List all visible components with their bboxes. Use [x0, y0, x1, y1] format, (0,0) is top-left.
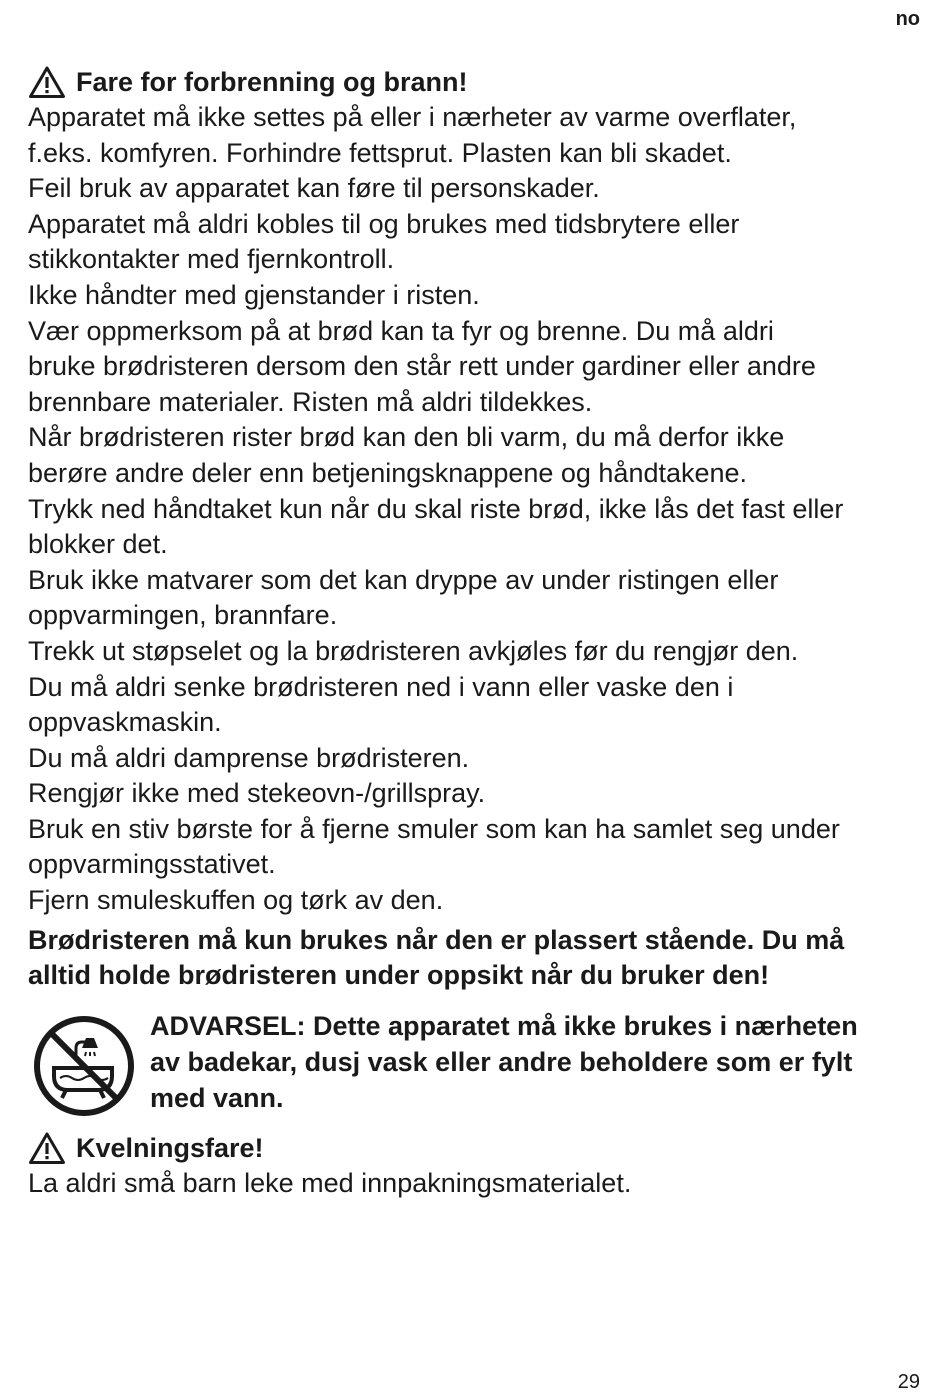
- body-line: berøre andre deler enn betjeningsknappene og håndtakene.: [28, 457, 748, 488]
- bold-line: alltid holde brødristeren under oppsikt når du bruker den!: [28, 960, 770, 991]
- body-line: Bruk ikke matvarer som det kan dryppe av under ristingen eller: [28, 564, 779, 595]
- burn-fire-body: [28, 100, 928, 919]
- language-code: no: [895, 8, 920, 30]
- body-line: brennbare materialer. Risten må aldri tildekkes.: [28, 386, 593, 417]
- water-warning: [28, 1008, 928, 1118]
- body-line: Ikke håndter med gjenstander i risten.: [28, 279, 480, 310]
- warning-triangle-icon: [28, 65, 66, 99]
- body-line: Feil bruk av apparatet kan føre til personskader.: [28, 173, 600, 204]
- body-line: Trekk ut støpselet og la brødristeren avkjøles før du rengjør den.: [28, 635, 799, 666]
- page-content: [28, 0, 928, 1201]
- body-line: Rengjør ikke med stekeovn-/grillspray.: [28, 778, 486, 809]
- body-line: oppvarmingsstativet.: [28, 849, 276, 880]
- burn-fire-heading: [28, 64, 928, 100]
- body-line: bruke brødristeren dersom den står rett under gardiner eller andre: [28, 351, 816, 382]
- body-line: oppvarmingen, brannfare.: [28, 600, 338, 631]
- suffocation-body: [28, 1166, 928, 1202]
- suffocation-title: Kvelningsfare!: [76, 1132, 264, 1163]
- body-line: oppvaskmaskin.: [28, 707, 222, 738]
- burn-fire-title: Fare for forbrenning og brann!: [76, 67, 468, 97]
- body-line: Når brødristeren rister brød kan den bli varm, du må derfor ikke: [28, 422, 785, 453]
- bold-line: Brødristeren må kun brukes når den er plassert stående. Du må: [28, 924, 845, 955]
- warning-line: ADVARSEL: Dette apparatet må ikke brukes i nærheten: [150, 1010, 858, 1041]
- body-line: Apparatet må ikke settes på eller i nærheter av varme overflater,: [28, 102, 797, 132]
- page-number: 29: [897, 1371, 920, 1393]
- body-line: Trykk ned håndtaket kun når du skal riste brød, ikke lås det fast eller: [28, 493, 844, 524]
- body-line: Fjern smuleskuffen og tørk av den.: [28, 885, 444, 916]
- body-line: Apparatet må aldri kobles til og brukes med tidsbrytere eller: [28, 208, 740, 239]
- no-bathtub-shower-icon: [32, 1014, 136, 1118]
- body-line: Vær oppmerksom på at brød kan ta fyr og brenne. Du må aldri: [28, 315, 774, 346]
- body-line: Bruk en stiv børste for å fjerne smuler som kan ha samlet seg under: [28, 813, 840, 844]
- body-line: La aldri små barn leke med innpakningsmaterialet.: [28, 1167, 632, 1198]
- body-line: Du må aldri senke brødristeren ned i vann eller vaske den i: [28, 671, 734, 702]
- warning-line: av badekar, dusj vask eller andre beholdere som er fylt: [150, 1046, 853, 1077]
- warning-triangle-icon: [28, 1131, 66, 1165]
- body-line: Du må aldri damprense brødristeren.: [28, 742, 470, 773]
- suffocation-heading: [28, 1130, 928, 1166]
- body-line: blokker det.: [28, 529, 168, 560]
- water-warning-text: [150, 1008, 858, 1116]
- supervision-notice: [28, 923, 928, 994]
- body-line: f.eks. komfyren. Forhindre fettsprut. Plasten kan bli skadet.: [28, 137, 732, 168]
- body-line: stikkontakter med fjernkontroll.: [28, 244, 395, 275]
- warning-line: med vann.: [150, 1082, 284, 1113]
